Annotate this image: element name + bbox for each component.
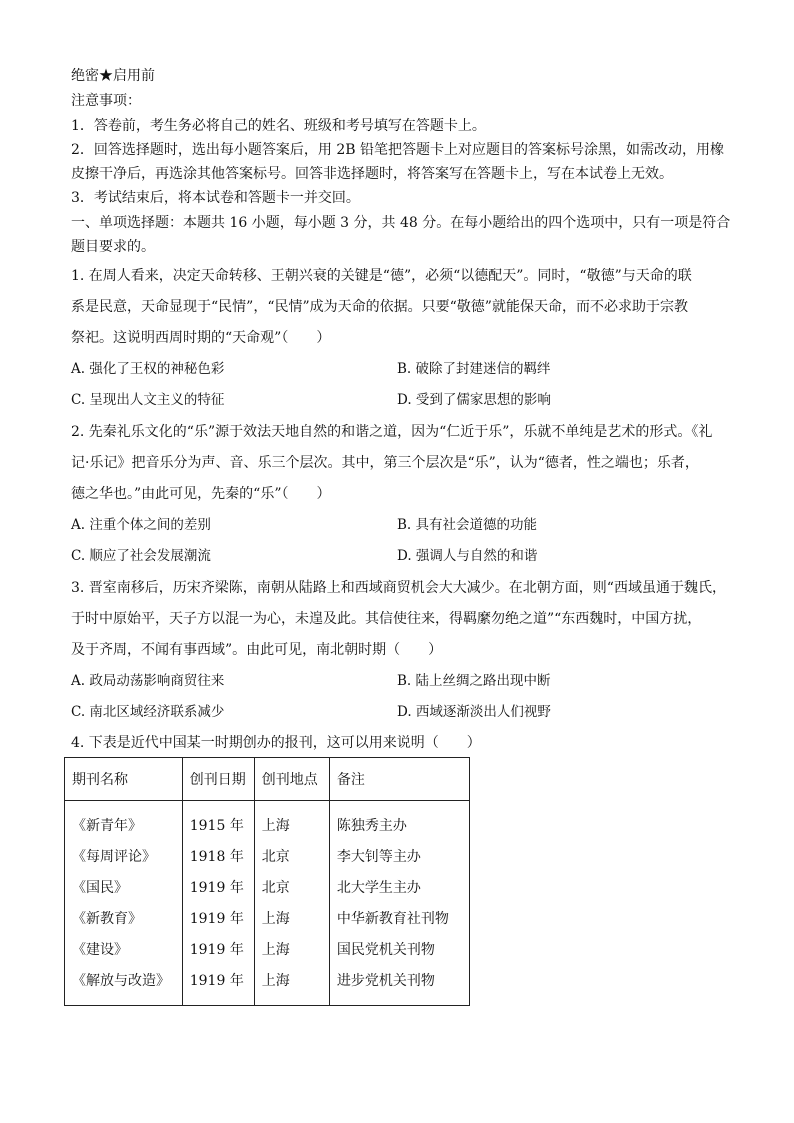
table-row bbox=[65, 933, 470, 964]
table-header: 创刊日期 bbox=[182, 758, 254, 801]
notice-line: 皮擦干净后，再选涂其他答案标号。回答非选择题时，将答案写在答题卡上，写在本试卷上无效。 bbox=[71, 166, 673, 182]
table-header-row bbox=[65, 758, 470, 801]
table-cell: 陈独秀主办 bbox=[329, 801, 469, 841]
table-header: 期刊名称 bbox=[65, 758, 183, 801]
table-cell: 1919 年 bbox=[182, 964, 254, 1006]
table-cell: 上海 bbox=[254, 964, 329, 1006]
question-2-stem: 德之华也。”由此可见，先秦的“乐”（ ） bbox=[71, 486, 331, 502]
notice-title: 注意事项： bbox=[71, 93, 141, 109]
question-2-stem: 2. 先秦礼乐文化的“乐”源于效法天地自然的和谐之道，因为“仁近于乐”，乐就不单纯是艺术的形式。《礼 bbox=[71, 424, 713, 440]
question-1-stem: 祭祀。这说明西周时期的“天命观”（ ） bbox=[71, 330, 331, 346]
table-cell: 《建设》 bbox=[72, 941, 128, 958]
periodicals-table bbox=[64, 757, 470, 1006]
table-row bbox=[65, 902, 470, 933]
question-3-stem: 及于齐周，不闻有事西域”。由此可见，南北朝时期（ ） bbox=[71, 642, 443, 658]
question-2-option-c: C. 顺应了社会发展潮流 bbox=[71, 548, 211, 564]
question-3-option-c: C. 南北区域经济联系减少 bbox=[71, 704, 225, 720]
question-3-option-a: A. 政局动荡影响商贸往来 bbox=[71, 673, 225, 689]
notice-line: 3．考试结束后，将本试卷和答题卡一并交回。 bbox=[71, 190, 360, 206]
table-cell: 上海 bbox=[254, 902, 329, 933]
table-header: 备注 bbox=[329, 758, 469, 801]
question-1-option-c: C. 呈现出人文主义的特征 bbox=[71, 392, 225, 408]
table-row bbox=[65, 801, 470, 841]
table-cell: 1919 年 bbox=[182, 933, 254, 964]
notice-line: 1．答卷前，考生务必将自己的姓名、班级和考号填写在答题卡上。 bbox=[71, 118, 486, 134]
question-2-stem: 记·乐记》把音乐分为声、音、乐三个层次。其中，第三个层次是“乐”，认为“德者，性之端也；乐者， bbox=[71, 455, 699, 471]
table-cell: 《新青年》 bbox=[72, 817, 142, 834]
table-cell: 进步党机关刊物 bbox=[329, 964, 469, 1006]
question-1-stem: 1. 在周人看来，决定天命转移、王朝兴衰的关键是“德”，必须“以德配天”。同时，“敬德”与天命的联 bbox=[71, 268, 692, 284]
table-cell: 中华新教育社刊物 bbox=[329, 902, 469, 933]
table-cell: 1918 年 bbox=[182, 840, 254, 871]
question-1-option-a: A. 强化了王权的神秘色彩 bbox=[71, 361, 225, 377]
section-heading: 题目要求的。 bbox=[71, 239, 155, 255]
question-4-stem: 4. 下表是近代中国某一时期创办的报刊，这可以用来说明（ ） bbox=[71, 735, 481, 751]
table-cell: 上海 bbox=[254, 801, 329, 841]
table-cell: 李大钊等主办 bbox=[329, 840, 469, 871]
question-3-option-d: D. 西域逐渐淡出人们视野 bbox=[397, 704, 551, 720]
question-2-option-a: A. 注重个体之间的差别 bbox=[71, 517, 211, 533]
table-cell: 北大学生主办 bbox=[329, 871, 469, 902]
question-1-option-b: B. 破除了封建迷信的羁绊 bbox=[397, 361, 551, 377]
question-2-option-b: B. 具有社会道德的功能 bbox=[397, 517, 538, 533]
table-cell: 《每周评论》 bbox=[72, 848, 156, 865]
table-row bbox=[65, 871, 470, 902]
table-cell: 北京 bbox=[254, 871, 329, 902]
question-2-option-d: D. 强调人与自然的和谐 bbox=[397, 548, 538, 564]
notice-line: 2．回答选择题时，选出每小题答案后，用 2B 铅笔把答题卡上对应题目的答案标号涂黑，如需改动，用橡 bbox=[71, 142, 725, 158]
question-3-stem: 于时中原始平，天子方以混一为心，未遑及此。其信使往来，得羁縻勿绝之道”“东西魏时，中国方扰， bbox=[71, 611, 702, 627]
table-header: 创刊地点 bbox=[254, 758, 329, 801]
table-cell: 《新教育》 bbox=[72, 910, 142, 927]
table-row bbox=[65, 840, 470, 871]
table-cell: 国民党机关刊物 bbox=[329, 933, 469, 964]
secret-label: 绝密★启用前 bbox=[71, 68, 155, 84]
table-cell: 《国民》 bbox=[72, 879, 128, 896]
table-cell: 上海 bbox=[254, 933, 329, 964]
question-1-stem: 系是民意，天命显现于“民情”，“民情”成为天命的依据。只要“敬德”就能保天命，而不必求助于宗教 bbox=[71, 299, 688, 315]
question-1-option-d: D. 受到了儒家思想的影响 bbox=[397, 392, 551, 408]
table-cell: 《解放与改造》 bbox=[72, 972, 170, 989]
question-3-option-b: B. 陆上丝绸之路出现中断 bbox=[397, 673, 551, 689]
table-cell: 1919 年 bbox=[182, 902, 254, 933]
section-heading: 一、单项选择题：本题共 16 小题，每小题 3 分，共 48 分。在每小题给出的四个选项中，只有一项是符合 bbox=[71, 215, 731, 231]
table-cell: 1919 年 bbox=[182, 871, 254, 902]
table-row bbox=[65, 964, 470, 1006]
table-cell: 1915 年 bbox=[182, 801, 254, 841]
table-cell: 北京 bbox=[254, 840, 329, 871]
question-3-stem: 3. 晋室南移后，历宋齐梁陈，南朝从陆路上和西域商贸机会大大减少。在北朝方面，则“西域虽通于魏氏， bbox=[71, 580, 726, 596]
